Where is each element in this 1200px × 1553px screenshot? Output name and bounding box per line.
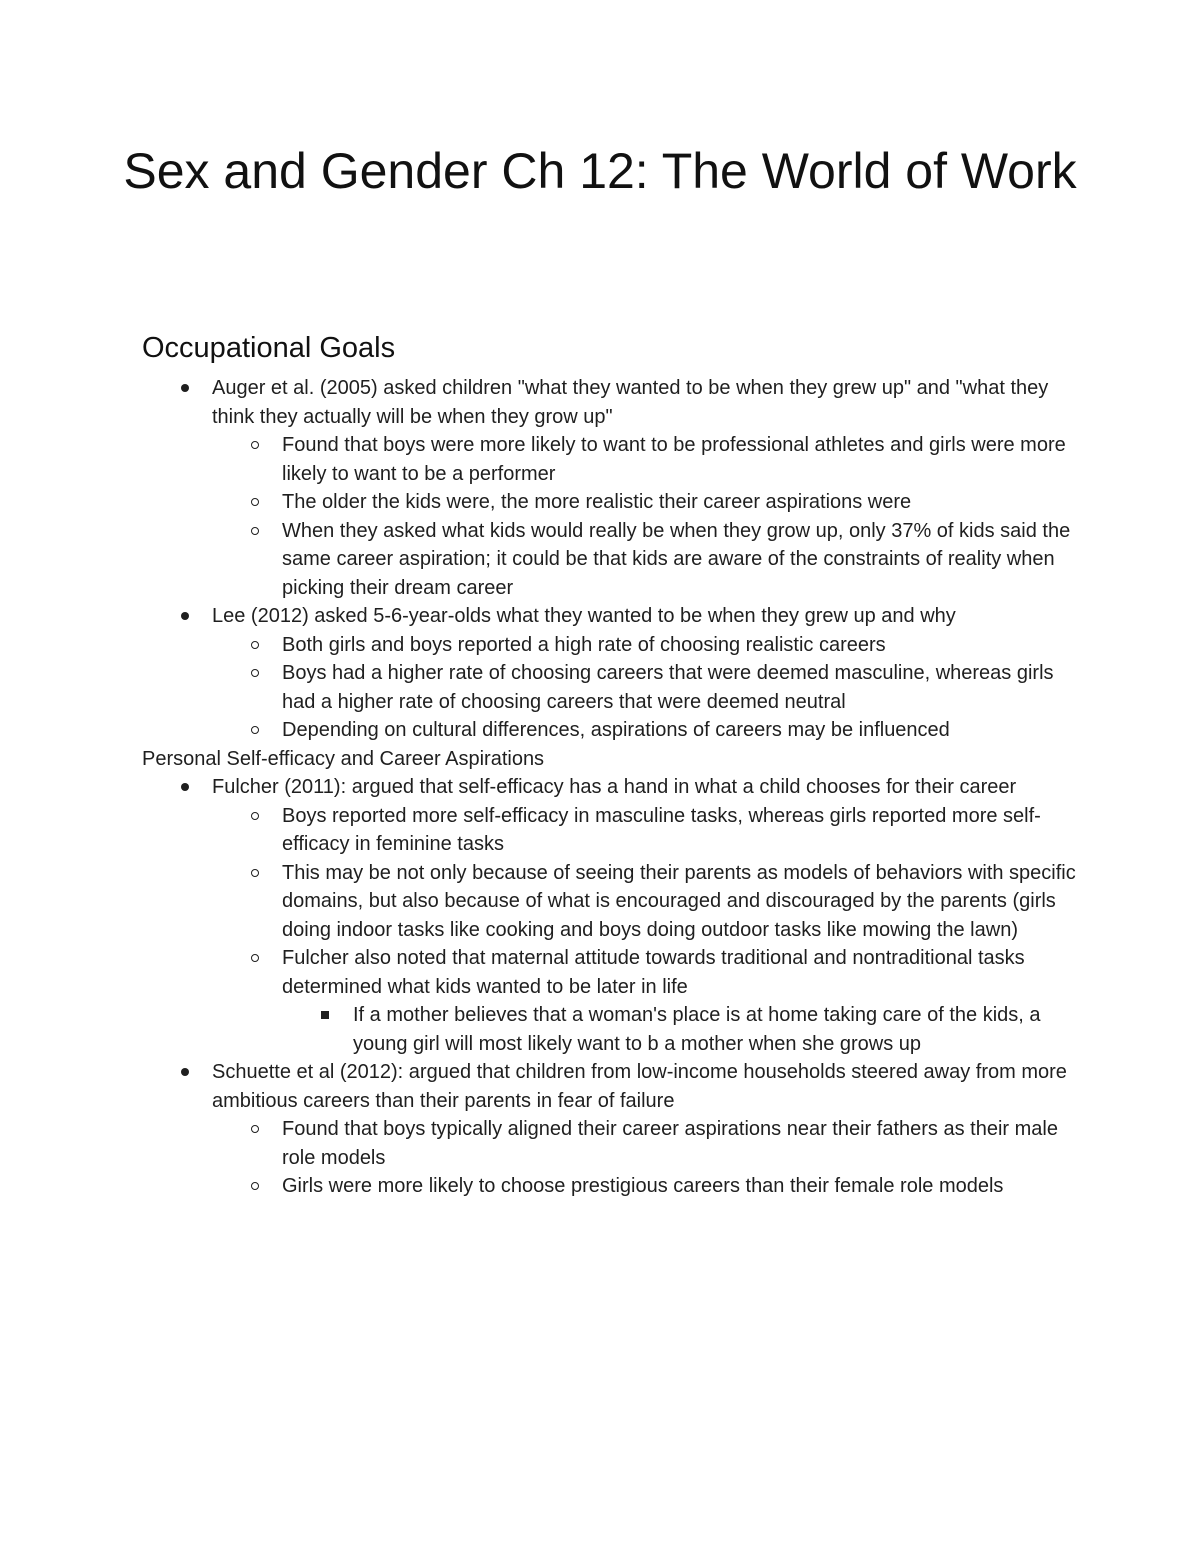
sub-list-item-text: The older the kids were, the more realistic their career aspirations were (282, 491, 912, 513)
sub-list-item-text: Both girls and boys reported a high rate of choosing realistic careers (282, 633, 886, 656)
list-item (142, 602, 1082, 745)
sub-list-item-text: Found that boys typically aligned their career aspirations near their fathers as their male role models (282, 1118, 1058, 1169)
sub-list-item (142, 716, 1082, 745)
sub-sub-list-item-text: If a mother believes that a woman's place is at home taking care of the kids, a young girl will most likely want to b a mother when she grows up (353, 1004, 1041, 1055)
list-item (142, 374, 1082, 602)
section-heading: Occupational Goals (142, 332, 396, 364)
subheading: Personal Self-efficacy and Career Aspirations (142, 747, 545, 770)
sub-list-item-text: This may be not only because of seeing their parents as models of behaviors with specific domains, but also because of what is encouraged and discouraged by the parents (girls doing indoor tasks like cooking and boys doing outdoor tasks like mowing the lawn) (282, 861, 1076, 941)
bullet-list (142, 773, 1082, 1201)
sub-bullet-list (142, 631, 1082, 745)
list-item (142, 1058, 1082, 1201)
sub-list-item-text: Boys had a higher rate of choosing careers that were deemed masculine, whereas girls had a higher rate of choosing careers that were deemed neutral (282, 662, 1054, 713)
sub-list-item (142, 431, 1082, 488)
sub-list-item (142, 631, 1082, 660)
list-item-text: Fulcher (2011): argued that self-efficacy has a hand in what a child chooses for their career (212, 776, 1017, 798)
sub-list-item-text: Girls were more likely to choose prestigious careers than their female role models (282, 1175, 1004, 1197)
list-item-text: Auger et al. (2005) asked children "what they wanted to be when they grew up" and "what they think they actually will be when they grow up" (212, 377, 1049, 428)
list-item-text: Schuette et al (2012): argued that children from low-income households steered away from more ambitious careers than their parents in fear of failure (212, 1061, 1067, 1112)
sub-list-item (142, 517, 1082, 603)
sub-list-item (142, 859, 1082, 945)
sub-sub-bullet-list (142, 1001, 1082, 1058)
sub-list-item (142, 944, 1082, 1058)
sub-list-item (142, 659, 1082, 716)
sub-list-item (142, 488, 1082, 517)
list-item (142, 773, 1082, 1058)
list-item-text: Lee (2012) asked 5-6-year-olds what they wanted to be when they grew up and why (212, 605, 956, 627)
sub-list-item (142, 1172, 1082, 1201)
sub-list-item-text: When they asked what kids would really be when they grow up, only 37% of kids said the same career aspiration; it could be that kids are aware of the constraints of reality when picking their dream career (282, 519, 1071, 599)
sub-sub-list-item (142, 1001, 1082, 1058)
sub-bullet-list (142, 1115, 1082, 1201)
sub-bullet-list (142, 431, 1082, 602)
sub-list-item-text: Depending on cultural differences, aspirations of careers may be influenced (282, 719, 950, 741)
sub-list-item-text: Found that boys were more likely to want to be professional athletes and girls were more likely to want to be a performer (282, 434, 1066, 485)
sub-list-item-text: Fulcher also noted that maternal attitude towards traditional and nontraditional tasks determined what kids wanted to be later in life (282, 947, 1025, 998)
document-title: Sex and Gender Ch 12: The World of Work (123, 143, 1077, 199)
sub-list-item (142, 802, 1082, 859)
sub-list-item (142, 1115, 1082, 1172)
document-body (142, 328, 1082, 1201)
bullet-list (142, 374, 1082, 745)
sub-bullet-list (142, 802, 1082, 1059)
sub-list-item-text: Boys reported more self-efficacy in masculine tasks, whereas girls reported more self-efficacy in feminine tasks (282, 804, 1041, 855)
